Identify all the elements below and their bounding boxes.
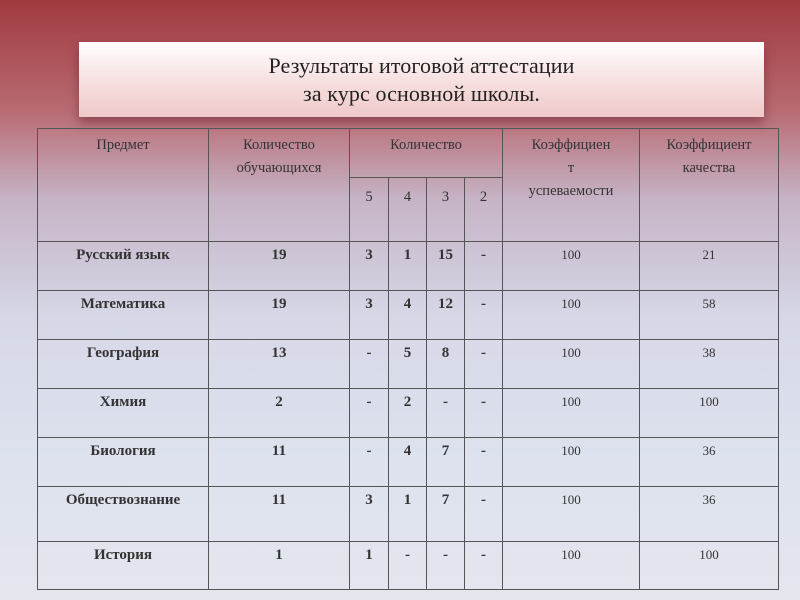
cell-grade-3: 12 (427, 291, 465, 340)
cell-students: 11 (209, 487, 350, 542)
cell-subject: Обществознание (38, 487, 209, 542)
results-table (37, 128, 779, 590)
header-grades: Количество (350, 129, 503, 178)
cell-grade-4: 4 (389, 438, 427, 487)
cell-grade-4: 1 (389, 242, 427, 291)
header-students-line-1: Количество (243, 137, 315, 153)
table-row (38, 438, 779, 487)
cell-success: 100 (503, 242, 640, 291)
cell-grade-3: 15 (427, 242, 465, 291)
cell-subject: Математика (38, 291, 209, 340)
cell-success: 100 (503, 438, 640, 487)
header-students (209, 129, 350, 242)
header-grade-4: 4 (389, 178, 427, 242)
header-quality (640, 129, 779, 242)
cell-grade-2: - (465, 487, 503, 542)
cell-subject: История (38, 542, 209, 590)
table-row (38, 242, 779, 291)
cell-success: 100 (503, 389, 640, 438)
cell-subject: География (38, 340, 209, 389)
table-row (38, 487, 779, 542)
cell-grade-5: 3 (350, 242, 389, 291)
cell-quality: 21 (640, 242, 779, 291)
cell-grade-5: - (350, 438, 389, 487)
header-quality-line-2: качества (682, 160, 736, 176)
title-line-2: за курс основной школы. (303, 80, 540, 106)
cell-students: 1 (209, 542, 350, 590)
cell-quality: 38 (640, 340, 779, 389)
title-line-1: Результаты итоговой аттестации (268, 52, 575, 78)
header-grade-5: 5 (350, 178, 389, 242)
cell-success: 100 (503, 487, 640, 542)
cell-grade-5: - (350, 340, 389, 389)
cell-subject: Русский язык (38, 242, 209, 291)
table-row (38, 542, 779, 590)
header-success-line-1: Коэффициен (531, 137, 611, 153)
cell-quality: 58 (640, 291, 779, 340)
header-success-line-3: успеваемости (528, 183, 614, 199)
header-subject: Предмет (38, 129, 209, 242)
cell-grade-3: 8 (427, 340, 465, 389)
cell-quality: 36 (640, 438, 779, 487)
cell-grade-5: 3 (350, 291, 389, 340)
cell-students: 11 (209, 438, 350, 487)
cell-quality: 100 (640, 389, 779, 438)
header-grade-3: 3 (427, 178, 465, 242)
cell-success: 100 (503, 542, 640, 590)
cell-students: 19 (209, 291, 350, 340)
cell-grade-2: - (465, 242, 503, 291)
cell-grade-3: - (427, 389, 465, 438)
cell-subject: Химия (38, 389, 209, 438)
cell-grade-4: 5 (389, 340, 427, 389)
cell-subject: Биология (38, 438, 209, 487)
cell-grade-2: - (465, 389, 503, 438)
cell-quality: 100 (640, 542, 779, 590)
cell-grade-5: 3 (350, 487, 389, 542)
table-row (38, 340, 779, 389)
cell-grade-4: 1 (389, 487, 427, 542)
header-grade-2: 2 (465, 178, 503, 242)
cell-grade-2: - (465, 291, 503, 340)
cell-grade-4: 4 (389, 291, 427, 340)
header-success-line-2: т (567, 160, 575, 176)
cell-students: 2 (209, 389, 350, 438)
cell-grade-4: - (389, 542, 427, 590)
cell-grade-3: 7 (427, 438, 465, 487)
cell-grade-3: - (427, 542, 465, 590)
slide-title (79, 42, 764, 117)
cell-grade-3: 7 (427, 487, 465, 542)
cell-success: 100 (503, 340, 640, 389)
table-row (38, 389, 779, 438)
cell-grade-5: 1 (350, 542, 389, 590)
header-students-line-2: обучающихся (236, 160, 322, 176)
cell-grade-2: - (465, 542, 503, 590)
cell-grade-2: - (465, 340, 503, 389)
header-quality-line-1: Коэффициент (666, 137, 752, 153)
cell-grade-5: - (350, 389, 389, 438)
cell-students: 19 (209, 242, 350, 291)
header-row-1 (38, 129, 779, 178)
table-row (38, 291, 779, 340)
cell-grade-4: 2 (389, 389, 427, 438)
cell-students: 13 (209, 340, 350, 389)
cell-success: 100 (503, 291, 640, 340)
cell-quality: 36 (640, 487, 779, 542)
header-success (503, 129, 640, 242)
cell-grade-2: - (465, 438, 503, 487)
